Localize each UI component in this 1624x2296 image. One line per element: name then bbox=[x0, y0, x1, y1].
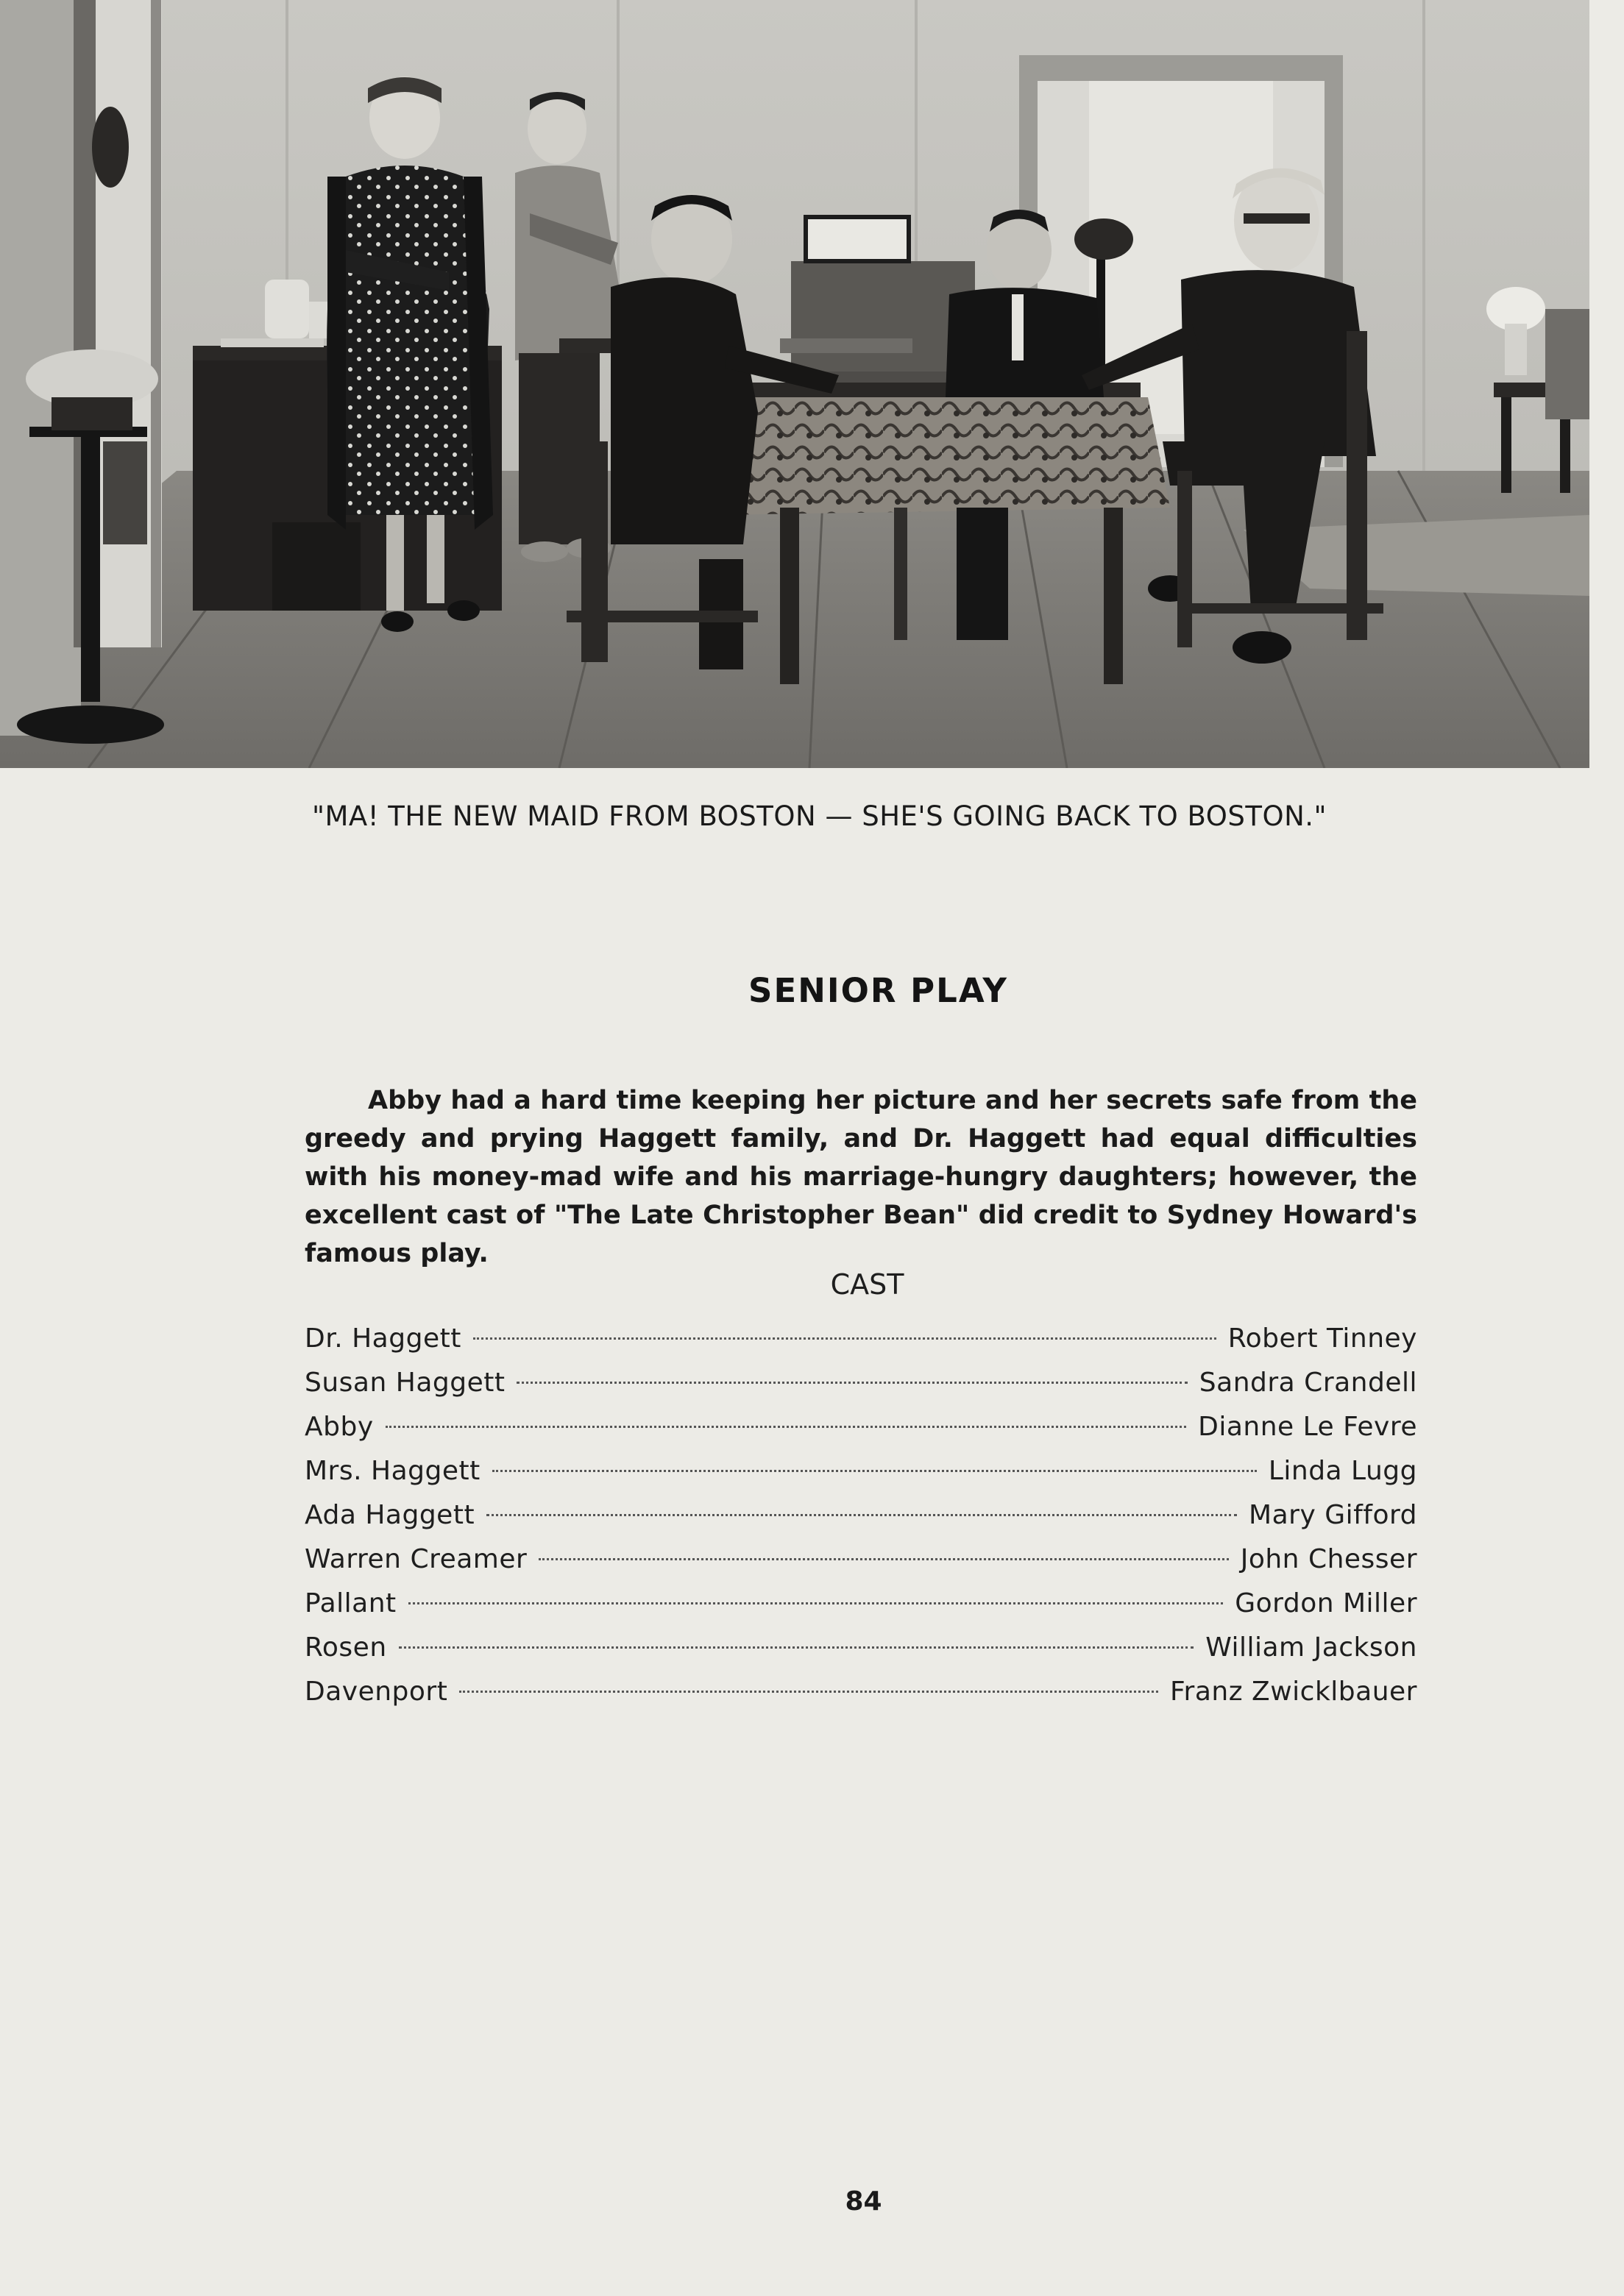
cast-role: Rosen bbox=[305, 1632, 387, 1663]
page-title: SENIOR PLAY bbox=[748, 971, 1008, 1010]
cast-row bbox=[305, 1361, 1417, 1405]
page-number: 84 bbox=[845, 2186, 882, 2217]
stage-scene-photo bbox=[0, 0, 1589, 768]
cast-row bbox=[305, 1493, 1417, 1538]
cast-role: Ada Haggett bbox=[305, 1500, 475, 1530]
dot-leader bbox=[459, 1691, 1158, 1693]
cast-row bbox=[305, 1405, 1417, 1449]
cast-role: Warren Creamer bbox=[305, 1544, 528, 1574]
photo-caption: "MA! THE NEW MAID FROM BOSTON — SHE'S GOING BACK TO BOSTON." bbox=[311, 800, 1327, 832]
cast-role: Susan Haggett bbox=[305, 1368, 506, 1398]
cast-actor: John Chesser bbox=[1240, 1544, 1417, 1574]
cast-role: Abby bbox=[305, 1412, 374, 1442]
dot-leader bbox=[408, 1602, 1224, 1604]
dot-leader bbox=[399, 1646, 1194, 1649]
dot-leader bbox=[386, 1426, 1186, 1428]
cast-role: Pallant bbox=[305, 1588, 397, 1618]
dot-leader bbox=[473, 1337, 1216, 1340]
dot-leader bbox=[486, 1514, 1237, 1516]
dot-leader bbox=[539, 1558, 1228, 1560]
cast-actor: Sandra Crandell bbox=[1199, 1368, 1417, 1398]
stage-photo-icon bbox=[0, 0, 1589, 768]
cast-row bbox=[305, 1670, 1417, 1714]
cast-row bbox=[305, 1582, 1417, 1626]
cast-actor: Linda Lugg bbox=[1268, 1456, 1417, 1486]
cast-row bbox=[305, 1317, 1417, 1361]
cast-list bbox=[305, 1317, 1417, 1714]
cast-row bbox=[305, 1538, 1417, 1582]
cast-row bbox=[305, 1449, 1417, 1493]
dot-leader bbox=[492, 1470, 1257, 1472]
cast-actor: Gordon Miller bbox=[1235, 1588, 1417, 1618]
cast-role: Davenport bbox=[305, 1677, 448, 1707]
cast-role: Mrs. Haggett bbox=[305, 1456, 481, 1486]
intro-paragraph: Abby had a hard time keeping her picture and her secrets safe from the greedy and prying Haggett family, and Dr. Haggett had equal difficulties with his money-mad wife and his marriage-hungry daughters; however, the excellent cast of "The Late Christopher Bean" did credit to Sydney Howard's famous play. bbox=[305, 1086, 1417, 1268]
cast-actor: Franz Zwicklbauer bbox=[1169, 1677, 1417, 1707]
cast-actor: William Jackson bbox=[1205, 1632, 1417, 1663]
cast-title: CAST bbox=[830, 1268, 904, 1301]
cast-actor: Mary Gifford bbox=[1249, 1500, 1417, 1530]
cast-role: Dr. Haggett bbox=[305, 1323, 461, 1354]
cast-actor: Dianne Le Fevre bbox=[1198, 1412, 1417, 1442]
cast-actor: Robert Tinney bbox=[1227, 1323, 1417, 1354]
dot-leader bbox=[517, 1382, 1187, 1384]
cast-row bbox=[305, 1626, 1417, 1670]
